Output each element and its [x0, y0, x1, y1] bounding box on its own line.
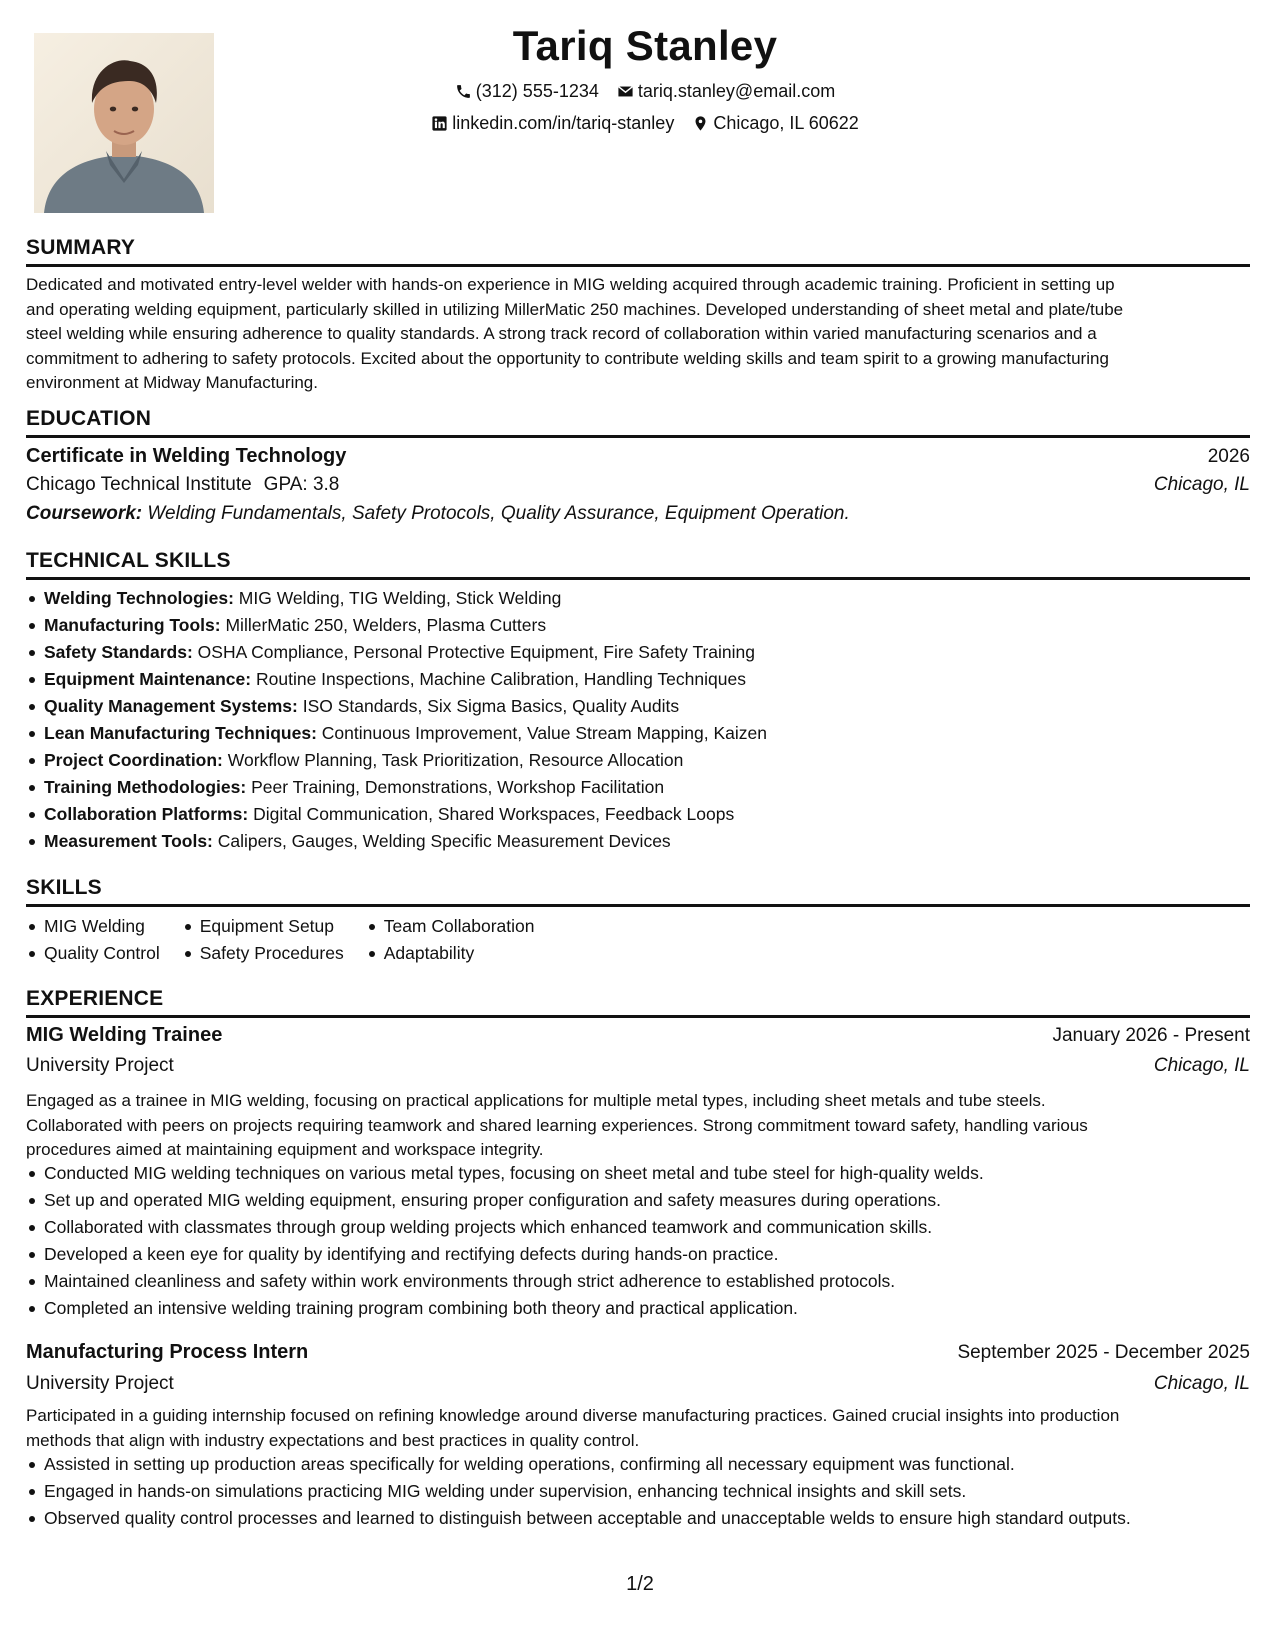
degree-title: Certificate in Welding Technology: [26, 445, 347, 467]
job-title-row: [26, 1024, 1250, 1047]
list-item: Conducted MIG welding techniques on various metal types, focusing on sheet metal and tube steel for high-quality welds.: [26, 1160, 984, 1187]
phone-contact[interactable]: [455, 81, 599, 102]
job-location: Chicago, IL: [1153, 1373, 1250, 1394]
list-item: Project Coordination: Workflow Planning, Task Prioritization, Resource Allocation: [26, 747, 767, 774]
education-sub-row: [26, 474, 1250, 496]
list-item: Quality Control: [26, 940, 160, 967]
summary-line: and operating welding equipment, particularly skilled in utilizing MillerMatic 250 machines. Developed understanding of sheet metal and plate/tube: [26, 299, 1124, 319]
contact-row-2: [0, 113, 1275, 134]
list-item: Set up and operated MIG welding equipment, ensuring proper configuration and safety measures during operations.: [26, 1187, 984, 1214]
list-item: Safety Procedures: [182, 940, 344, 967]
phone-number: (312) 555-1234: [475, 81, 599, 101]
experience-heading: EXPERIENCE: [26, 987, 164, 1010]
education-heading: EDUCATION: [26, 407, 152, 430]
list-item: Training Methodologies: Peer Training, Demonstrations, Workshop Facilitation: [26, 774, 767, 801]
linkedin-url: linkedin.com/in/tariq-stanley: [452, 113, 675, 133]
list-item: Assisted in setting up production areas specifically for welding operations, confirming all necessary equipment was functional.: [26, 1451, 1131, 1478]
contact-row-1: [0, 81, 1275, 102]
technical-skills-list: [26, 585, 767, 855]
list-item: Developed a keen eye for quality by identifying and rectifying defects during hands-on practice.: [26, 1241, 984, 1268]
job-dates: September 2025 - December 2025: [957, 1342, 1250, 1363]
job-sub-row: [26, 1055, 1250, 1077]
skills-heading: SKILLS: [26, 876, 102, 899]
gpa: GPA: 3.8: [263, 474, 340, 495]
candidate-name: Tariq Stanley: [512, 22, 778, 69]
coursework-label: Coursework:: [26, 503, 143, 524]
job-title: Manufacturing Process Intern: [26, 1341, 309, 1363]
job-dates: January 2026 - Present: [1052, 1025, 1250, 1046]
list-item: Manufacturing Tools: MillerMatic 250, Welders, Plasma Cutters: [26, 612, 767, 639]
list-item: Engaged in hands-on simulations practicing MIG welding under supervision, enhancing technical insights and skill sets.: [26, 1478, 1131, 1505]
job-description: [26, 1089, 1251, 1163]
skills-column: [366, 913, 535, 967]
summary-heading: SUMMARY: [26, 236, 136, 259]
section-divider: [26, 577, 1250, 580]
linkedin-contact[interactable]: [431, 113, 674, 134]
list-item: Equipment Setup: [182, 913, 344, 940]
linkedin-icon: [431, 115, 448, 132]
summary-line: steel welding while ensuring adherence to quality standards. A strong track record of collaboration within varied manufacturing scenarios and a: [26, 324, 1097, 343]
graduation-year: 2026: [1207, 446, 1250, 467]
description-line: Engaged as a trainee in MIG welding, focusing on practical applications for multiple metal types, including sheet metals and tube steels.: [26, 1091, 1046, 1110]
summary-text: [26, 273, 1251, 396]
page-number: 1/2: [626, 1573, 654, 1595]
job-description: [26, 1404, 1251, 1453]
list-item: Completed an intensive welding training program combining both theory and practical application.: [26, 1295, 984, 1322]
skills-column: [182, 913, 344, 967]
coursework-list: Welding Fundamentals, Safety Protocols, Quality Assurance, Equipment Operation.: [147, 503, 850, 524]
envelope-icon: [617, 83, 634, 100]
job-title-row: [26, 1341, 1250, 1364]
phone-icon: [455, 83, 472, 100]
list-item: Equipment Maintenance: Routine Inspections, Machine Calibration, Handling Techniques: [26, 666, 767, 693]
job-location: Chicago, IL: [1153, 1055, 1250, 1076]
location-text: Chicago, IL 60622: [713, 113, 859, 133]
coursework: [26, 503, 850, 525]
map-pin-icon: [692, 115, 709, 132]
skills-column: [26, 913, 160, 967]
description-line: Participated in a guiding internship focused on refining knowledge around diverse manufacturing practices. Gained crucial insights into production: [26, 1406, 1120, 1425]
job-org: University Project: [26, 1373, 174, 1394]
job-bullets: [26, 1160, 984, 1322]
list-item: MIG Welding: [26, 913, 160, 940]
section-divider: [26, 904, 1250, 907]
email-address: tariq.stanley@email.com: [637, 81, 836, 101]
description-line: procedures aimed at maintaining equipment and workspace integrity.: [26, 1140, 544, 1159]
section-divider: [26, 264, 1250, 267]
location-contact: [692, 113, 858, 134]
education-title-row: [26, 445, 1250, 468]
job-title: MIG Welding Trainee: [26, 1024, 223, 1046]
list-item: Collaboration Platforms: Digital Communication, Shared Workspaces, Feedback Loops: [26, 801, 767, 828]
summary-line: commitment to adhering to safety protocols. Excited about the opportunity to contribute welding skills and team spirit to a growing manufacturing: [26, 348, 1109, 368]
list-item: Lean Manufacturing Techniques: Continuous Improvement, Value Stream Mapping, Kaizen: [26, 720, 767, 747]
school-name: Chicago Technical Institute: [26, 474, 252, 495]
job-sub-row: [26, 1373, 1250, 1395]
list-item: Observed quality control processes and learned to distinguish between acceptable and unacceptable welds to ensure high standard outputs.: [26, 1505, 1131, 1532]
list-item: Welding Technologies: MIG Welding, TIG Welding, Stick Welding: [26, 585, 767, 612]
list-item: Safety Standards: OSHA Compliance, Personal Protective Equipment, Fire Safety Training: [26, 639, 767, 666]
email-contact[interactable]: [617, 81, 835, 102]
description-line: Collaborated with peers on projects requiring teamwork and shared learning experiences. Strong commitment toward safety, handling various: [26, 1115, 1088, 1135]
list-item: Maintained cleanliness and safety within work environments through strict adherence to established protocols.: [26, 1268, 984, 1295]
summary-line: Dedicated and motivated entry-level welder with hands-on experience in MIG welding acquired through academic training. Proficient in setting up: [26, 275, 1115, 294]
list-item: Adaptability: [366, 940, 535, 967]
list-item: Team Collaboration: [366, 913, 535, 940]
skills-grid: [26, 913, 535, 967]
job-bullets: [26, 1451, 1131, 1532]
job-org: University Project: [26, 1055, 174, 1076]
school-location: Chicago, IL: [1153, 474, 1250, 495]
list-item: Quality Management Systems: ISO Standards, Six Sigma Basics, Quality Audits: [26, 693, 767, 720]
description-line: methods that align with industry expectations and best practices in quality control.: [26, 1430, 640, 1450]
section-divider: [26, 435, 1250, 438]
technical-skills-heading: TECHNICAL SKILLS: [26, 549, 231, 572]
list-item: Collaborated with classmates through group welding projects which enhanced teamwork and communication skills.: [26, 1214, 984, 1241]
list-item: Measurement Tools: Calipers, Gauges, Welding Specific Measurement Devices: [26, 828, 767, 855]
summary-line: environment at Midway Manufacturing.: [26, 373, 318, 392]
section-divider: [26, 1015, 1250, 1018]
